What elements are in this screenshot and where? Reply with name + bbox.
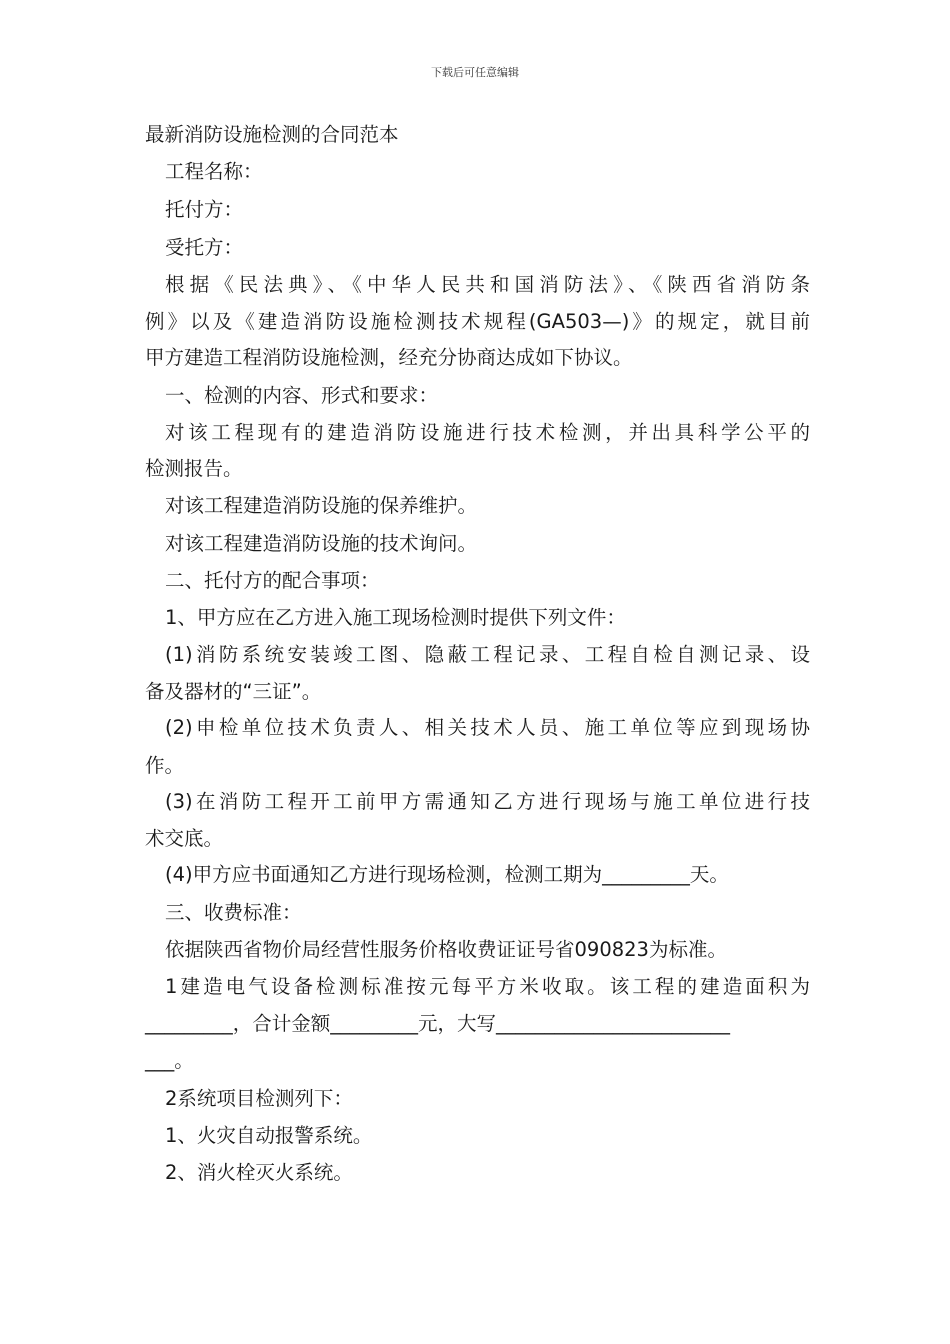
text-line: (2)申检单位技术负责人、相关技术人员、施工单位等应到现场协 xyxy=(165,716,810,739)
text-line: ___。 xyxy=(145,1049,194,1072)
text-line: 1、甲方应在乙方进入施工现场检测时提供下列文件： xyxy=(165,606,626,629)
text-line: 检测报告。 xyxy=(145,457,243,480)
text-line: 依据陕西省物价局经营性服务价格收费证证号省090823为标准。 xyxy=(165,938,727,961)
section-heading: 一、检测的内容、形式和要求： xyxy=(165,384,439,407)
text-line: 工程名称： xyxy=(165,160,263,183)
list-item: 1、火灾自动报警系统。 xyxy=(165,1124,373,1147)
text-line: 2系统项目检测列下： xyxy=(165,1087,353,1110)
text-line: 对该工程现有的建造消防设施进行技术检测，并出具科学公平的 xyxy=(165,421,810,444)
section-heading: 二、托付方的配合事项： xyxy=(165,569,380,592)
page-header: 下载后可任意编辑 xyxy=(431,66,519,79)
text-line: 对该工程建造消防设施的保养维护。 xyxy=(165,494,478,517)
list-item: 2、消火栓灭火系统。 xyxy=(165,1161,353,1184)
text-line: 甲方建造工程消防设施检测，经充分协商达成如下协议。 xyxy=(145,346,633,369)
document-title: 最新消防设施检测的合同范本 xyxy=(145,123,399,146)
text-line: 术交底。 xyxy=(145,827,224,850)
section-heading: 三、收费标准： xyxy=(165,901,302,924)
text-line: (3)在消防工程开工前甲方需通知乙方进行现场与施工单位进行技 xyxy=(165,790,810,813)
text-line: (1)消防系统安装竣工图、隐蔽工程记录、工程自检自测记录、设 xyxy=(165,643,810,666)
text-line: (4)甲方应书面通知乙方进行现场检测，检测工期为_________天。 xyxy=(165,863,729,886)
text-line: 托付方： xyxy=(165,198,244,221)
text-line: 根据《民法典》、《中华人民共和国消防法》、《陕西省消防条 xyxy=(165,273,810,296)
text-line: 备及器材的“三证”。 xyxy=(145,680,322,703)
text-line: 对该工程建造消防设施的技术询问。 xyxy=(165,532,478,555)
text-line: 1建造电气设备检测标准按元每平方米收取。该工程的建造面积为 xyxy=(165,975,810,998)
text-line: 受托方： xyxy=(165,236,244,259)
text-line: 例》以及《建造消防设施检测技术规程(GA503—)》的规定，就目前 xyxy=(145,310,810,333)
text-line: 作。 xyxy=(145,754,185,777)
text-line: _________，合计金额_________元，大写________________________ xyxy=(145,1012,731,1035)
